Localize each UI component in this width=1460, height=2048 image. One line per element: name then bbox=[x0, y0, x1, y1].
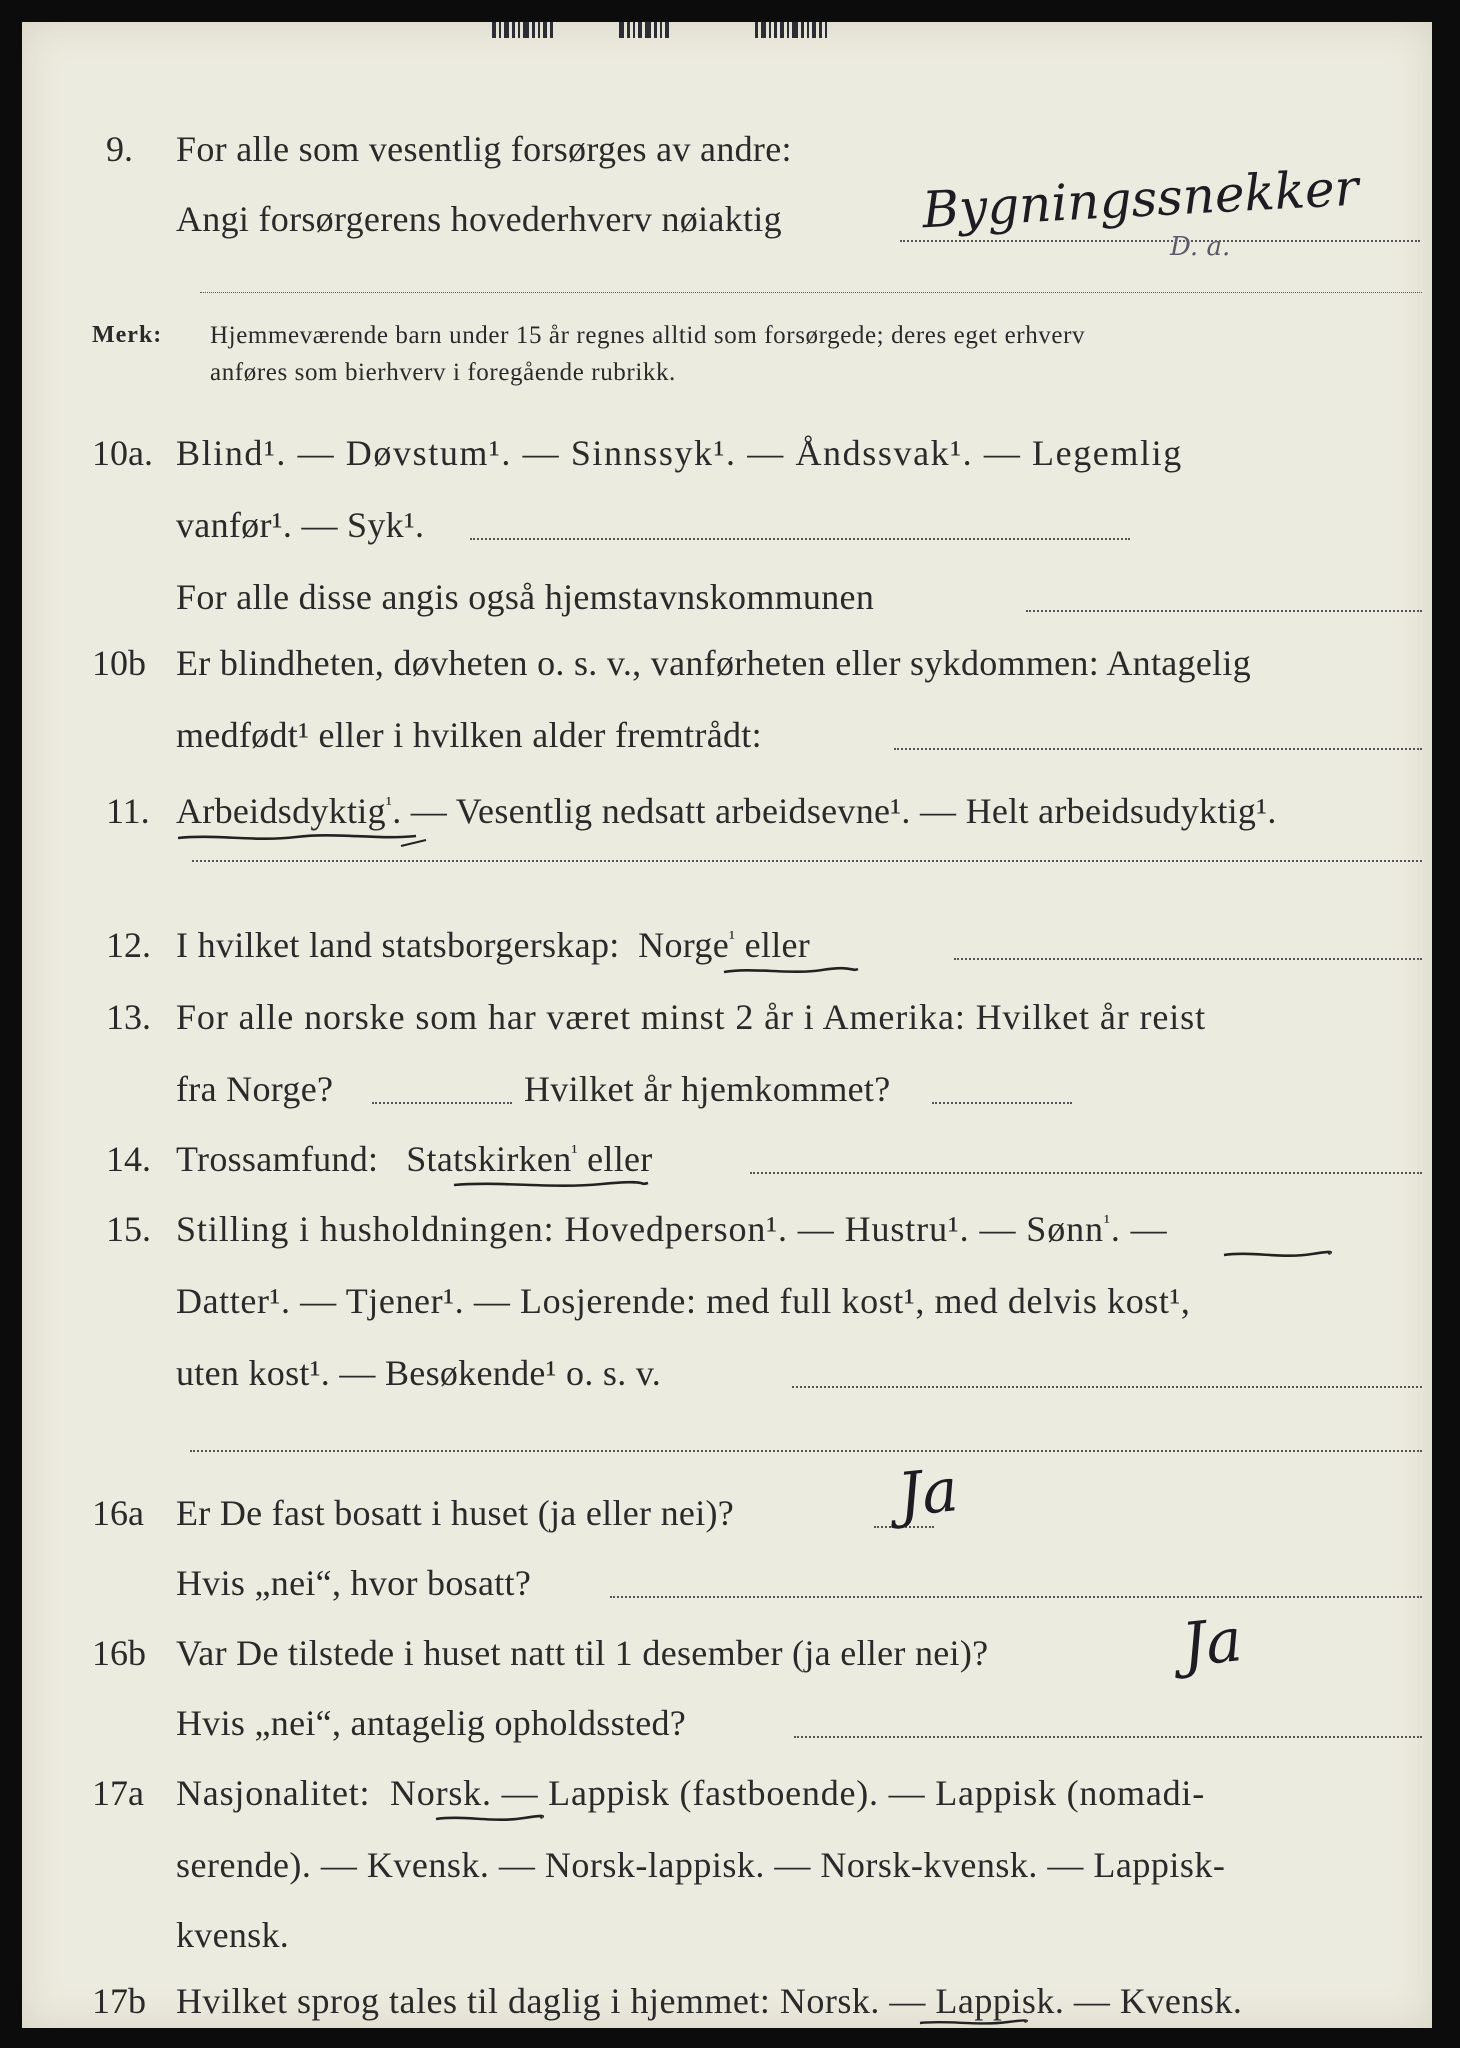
section-separator bbox=[200, 292, 1422, 293]
item-11-underline-mark bbox=[176, 828, 436, 858]
item-15-number: 15. bbox=[106, 1209, 151, 1249]
item-14-selected-option: Statskirken bbox=[406, 1139, 572, 1179]
item-10a-options-line2: vanfør¹. — Syk¹. bbox=[176, 505, 425, 545]
item-10a-home-municipality-label: For alle disse angis også hjemstavnskommunen bbox=[176, 577, 875, 617]
item-16b-question: Var De tilstede i huset natt til 1 desember (ja eller nei)? bbox=[176, 1633, 989, 1673]
item-16a-number: 16a bbox=[92, 1493, 144, 1533]
item-10a-number: 10a. bbox=[92, 433, 153, 473]
item-11-answer-line bbox=[192, 860, 1422, 862]
item-16a-question: Er De fast bosatt i huset (ja eller nei)? bbox=[176, 1493, 735, 1533]
item-15-options-line3: uten kost¹. — Besøkende¹ o. s. v. bbox=[176, 1353, 662, 1393]
item-15-selected-option: Sønn bbox=[1026, 1209, 1104, 1249]
item-9-question: For alle som vesentlig forsørges av andre: bbox=[176, 129, 792, 169]
item-9-answer-line bbox=[900, 240, 1420, 242]
item-13-year-returned-line bbox=[932, 1102, 1072, 1104]
item-17a-question: Nasjonalitet: Norsk. — Lappisk (fastboende). — Lappisk (nomadi- bbox=[176, 1773, 1206, 1813]
item-10b-answer-line bbox=[894, 748, 1422, 750]
item-17a-options-line2: serende). — Kvensk. — Norsk-lappisk. — Norsk-kvensk. — Lappisk- bbox=[176, 1845, 1226, 1885]
item-14-answer-line bbox=[750, 1172, 1422, 1174]
item-16b-whereabouts-line bbox=[794, 1736, 1422, 1738]
merk-note-line1: Hjemmeværende barn under 15 år regnes alltid som forsørgede; deres eget erhverv bbox=[210, 322, 1086, 349]
item-15-options-line2: Datter¹. — Tjener¹. — Losjerende: med full kost¹, med delvis kost¹, bbox=[176, 1281, 1191, 1321]
item-10b-question-line2: medfødt¹ eller i hvilken alder fremtrådt: bbox=[176, 715, 762, 755]
item-16a-handwritten-answer: Ja bbox=[894, 1455, 962, 1531]
merk-note-line2: anføres som bierhverv i foregående rubrikk. bbox=[210, 359, 676, 386]
item-13-number: 13. bbox=[106, 997, 151, 1037]
item-17b-underline-mark bbox=[918, 2018, 1028, 2028]
item-12-answer-line bbox=[954, 958, 1422, 960]
scan-edge-marks bbox=[492, 22, 1052, 38]
item-16b-whereabouts-label: Hvis „nei“, antagelig opholdssted? bbox=[176, 1703, 687, 1743]
item-10b-number: 10b bbox=[92, 643, 146, 683]
item-16a-residence-label: Hvis „nei“, hvor bosatt? bbox=[176, 1563, 532, 1603]
item-9-question-line2: Angi forsørgerens hovederhverv nøiaktig bbox=[176, 199, 782, 239]
item-11-number: 11. bbox=[106, 791, 150, 831]
item-13-left-label: fra Norge? bbox=[176, 1069, 334, 1109]
item-17a-options-line3: kvensk. bbox=[176, 1915, 290, 1955]
item-12-selected-option: Norge bbox=[638, 925, 729, 965]
item-10a-municipality-line bbox=[1026, 610, 1422, 612]
item-10b-question: Er blindheten, døvheten o. s. v., vanførheten eller sykdommen: Antagelig bbox=[176, 643, 1252, 683]
item-16b-handwritten-answer: Ja bbox=[1178, 1605, 1246, 1681]
item-17b-number: 17b bbox=[92, 1981, 146, 2021]
item-14-question: Trossamfund: Statskirken$^{^1}$ eller bbox=[176, 1139, 653, 1179]
item-16b-number: 16b bbox=[92, 1633, 146, 1673]
item-13-year-left-line bbox=[372, 1102, 512, 1104]
item-10a-options: Blind¹. — Døvstum¹. — Sinnssyk¹. — Åndssvak¹. — Legemlig bbox=[176, 433, 1183, 473]
item-11-options: Arbeidsdyktig$^{^1}$. — Vesentlig nedsatt arbeidsevne¹. — Helt arbeidsudyktig¹. bbox=[176, 791, 1277, 831]
item-14-underline-mark bbox=[452, 1176, 652, 1196]
item-13-question: For alle norske som har været minst 2 år i Amerika: Hvilket år reist bbox=[176, 997, 1206, 1037]
item-15-answer-line bbox=[792, 1386, 1422, 1388]
item-16a-residence-line bbox=[610, 1596, 1422, 1598]
item-14-number: 14. bbox=[106, 1139, 151, 1179]
item-13-returned-label: Hvilket år hjemkommet? bbox=[524, 1069, 891, 1109]
item-17a-underline-mark bbox=[434, 1810, 544, 1830]
item-12-underline-mark bbox=[722, 962, 862, 982]
item-9-handwritten-answer: Bygningssnekker bbox=[920, 158, 1360, 240]
item-15-answer-line-2 bbox=[190, 1450, 1422, 1452]
item-9-handwritten-note: D. a. bbox=[1170, 232, 1231, 262]
item-9-number: 9. bbox=[106, 129, 133, 169]
item-11-selected-option: Arbeidsdyktig bbox=[176, 791, 386, 831]
item-15-underline-mark bbox=[1222, 1246, 1332, 1266]
item-17b-question: Hvilket sprog tales til daglig i hjemmet: Norsk. — Lappisk. — Kvensk. bbox=[176, 1981, 1243, 2021]
merk-label: Merk: bbox=[92, 322, 163, 348]
item-17a-number: 17a bbox=[92, 1773, 144, 1813]
item-12-question: I hvilket land statsborgerskap: Norge$^{^1}$ eller bbox=[176, 925, 811, 965]
item-15-question: Stilling i husholdningen: Hovedperson¹. — Hustru¹. — Sønn$^{^1}$. — bbox=[176, 1209, 1168, 1249]
item-12-number: 12. bbox=[106, 925, 151, 965]
item-17b-selected-option: Norsk bbox=[779, 1981, 871, 2021]
census-form-page bbox=[22, 22, 1432, 2028]
item-17a-selected-option: Norsk bbox=[389, 1773, 482, 1813]
item-10a-answer-line bbox=[470, 538, 1130, 540]
